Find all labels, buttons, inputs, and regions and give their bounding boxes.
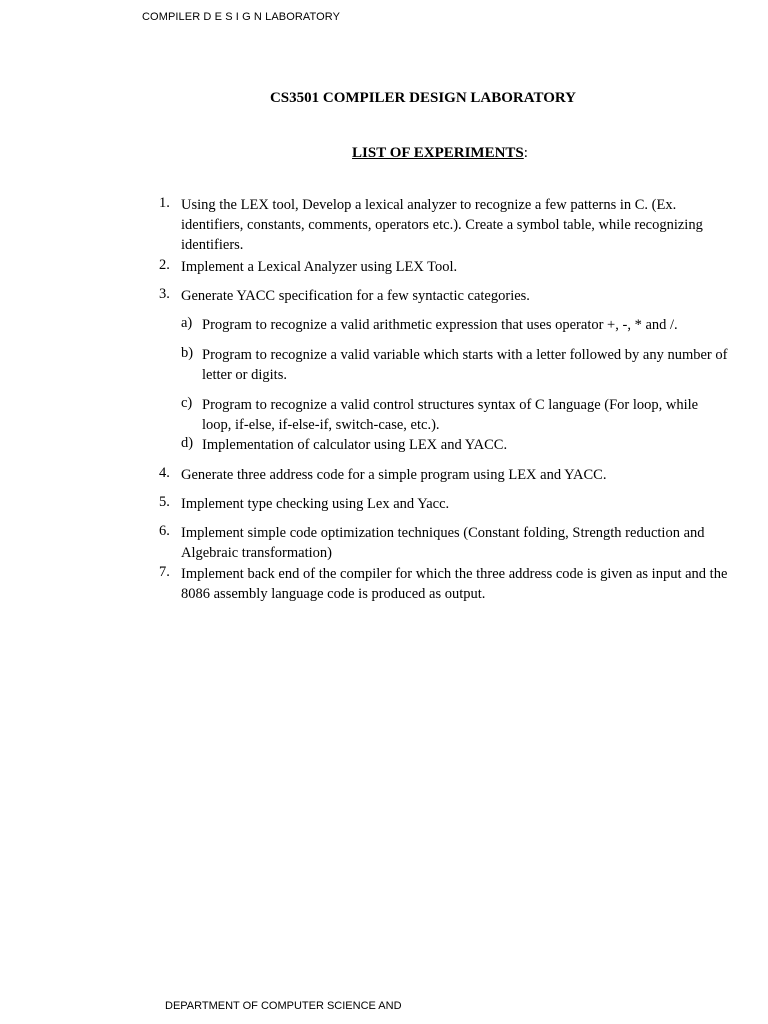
section-heading-text: LIST OF EXPERIMENTS <box>352 145 524 161</box>
item-number: 7. <box>159 564 170 580</box>
item-number: 1. <box>159 195 170 211</box>
item-number: 5. <box>159 494 170 510</box>
document-title: CS3501 COMPILER DESIGN LABORATORY <box>269 90 577 106</box>
section-heading <box>0 145 768 162</box>
subitem-text: Program to recognize a valid variable which starts with a letter followed by any number of letter or digits. <box>202 347 728 383</box>
section-heading-colon: : <box>523 145 528 161</box>
subitem-text: Implementation of calculator using LEX and YACC. <box>202 437 508 453</box>
item-number: 4. <box>159 465 170 481</box>
item-text: Implement back end of the compiler for which the three address code is given as input and the 8086 assembly language code is produced as output. <box>181 566 728 602</box>
subitem-text: Program to recognize a valid control structures syntax of C language (For loop, while loop, if-else, if-else-if, switch-case, etc.). <box>202 397 699 433</box>
item-text: Implement a Lexical Analyzer using LEX Tool. <box>181 259 458 275</box>
subitem-letter: b) <box>181 345 194 361</box>
subitem-text: Program to recognize a valid arithmetic expression that uses operator +, -, * and /. <box>202 317 678 333</box>
subitem-letter: a) <box>181 315 193 331</box>
item-text: Generate YACC specification for a few syntactic categories. <box>181 288 530 304</box>
item-text: Generate three address code for a simple program using LEX and YACC. <box>181 467 607 483</box>
item-text: Implement type checking using Lex and Yacc. <box>181 496 450 512</box>
subitem-letter: d) <box>181 435 194 451</box>
item-number: 3. <box>159 286 170 302</box>
subitem-letter: c) <box>181 395 193 411</box>
item-number: 6. <box>159 523 170 539</box>
item-number: 2. <box>159 257 170 273</box>
running-footer: DEPARTMENT OF COMPUTER SCIENCE AND <box>165 1000 402 1012</box>
item-text: Implement simple code optimization techniques (Constant folding, Strength reduction and Algebraic transformation) <box>181 525 705 561</box>
item-text: Using the LEX tool, Develop a lexical analyzer to recognize a few patterns in C. (Ex. identifiers, constants, comments, operators etc.). Create a symbol table, while recognizing identifiers. <box>181 197 703 253</box>
running-header: COMPILER D E S I G N LABORATORY <box>142 11 341 23</box>
